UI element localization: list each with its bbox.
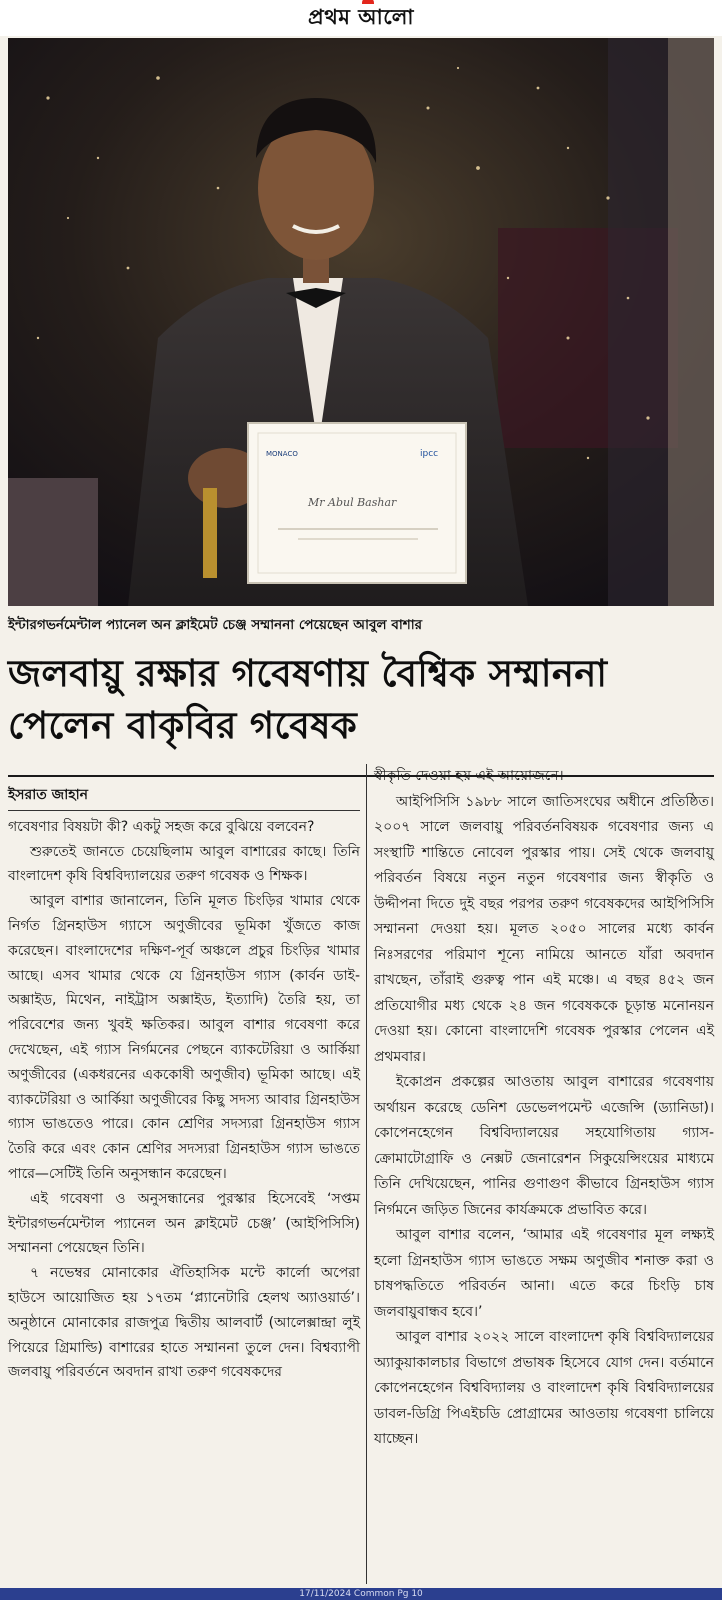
headline-line-2: পেলেন বাকৃবির গবেষক xyxy=(8,704,358,747)
headline-line-1: জলবায়ু রক্ষার গবেষণায় বৈশ্বিক সম্মাননা xyxy=(8,652,608,695)
paragraph: আবুল বাশার ২০২২ সালে বাংলাদেশ কৃষি বিশ্ববিদ্যালয়ের অ্যাকুয়াকালচার বিভাগে প্রভাষক হিসেবে যোগ দেন। বর্তমানে কোপেনহেগেন বিশ্ববিদ্যালয় ও বাংলাদেশ কৃষি বিশ্ববিদ্যালয়ের ডাবল-ডিগ্রি পিএইচডি প্রোগ্রামের আওতায় গবেষণা চালিয়ে যাচ্ছেন। xyxy=(374,1329,714,1447)
sun-icon xyxy=(362,0,374,4)
paragraph: স্বীকৃতি দেওয়া হয় এই আয়োজনে। xyxy=(374,768,564,784)
article-column-right xyxy=(374,764,714,1453)
certificate xyxy=(248,423,466,583)
paragraph: ইকোপ্রন প্রকল্পের আওতায় আবুল বাশারের গবেষণায় অর্থায়ন করেছে ডেনিশ ডেভেলপমেন্ট এজেন্সি (ড্যানিডা)। কোপেনহেগেন বিশ্ববিদ্যালয়ের সহযোগিতায় গ্যাস-ক্রোমাটোগ্রাফি ও নেক্সট জেনারেশন সিকুয়েন্সিংয়ের মাধ্যমে তিনি দেখিয়েছেন, পানির গুণাগুণ কীভাবে গ্রিনহাউস গ্যাস নির্গমনে জড়িত জিনের কার্যক্রমকে প্রভাবিত করে। xyxy=(374,1074,714,1218)
paragraph: গবেষণার বিষয়টা কী? একটু সহজ করে বুঝিয়ে বলবেন? xyxy=(8,818,315,835)
photo-illustration xyxy=(8,38,714,606)
award-photo xyxy=(8,38,714,606)
paragraph: ৭ নভেম্বর মোনাকোর ঐতিহাসিক মন্টে কার্লো অপেরা হাউসে আয়োজিত হয় ১৭তম ‘প্ল্যানেটারি হেলথ অ্যাওয়ার্ড’। অনুষ্ঠানে মোনাকোর রাজপুত্র দ্বিতীয় আলবার্ট (আলেক্সান্দ্রা লুই পিয়েরে গ্রিমাল্ডি) বাশারের হাতে সম্মাননা তুলে দেন। বিশ্বব্যাপী জলবায়ু পরিবর্তনে অবদান রাখা তরুণ গবেষকদের xyxy=(8,1265,360,1381)
paragraph: আবুল বাশার বলেন, ‘আমার এই গবেষণার মূল লক্ষ্যই হলো গ্রিনহাউস গ্যাস ভাঙতে সক্ষম অণুজীব শনাক্ত করা ও চাষপদ্ধতিতে পরিবর্তন আনা। এতে করে চিংড়ি চাষ জলবায়ুবান্ধব হবে।’ xyxy=(374,1227,714,1320)
page-footer: 17/11/2024 Common Pg 10 xyxy=(0,1588,722,1600)
headline xyxy=(8,648,714,752)
paragraph: আবুল বাশার জানালেন, তিনি মূলত চিংড়ির খামার থেকে নির্গত গ্রিনহাউস গ্যাসে অণুজীবের ভূমিকা খুঁজতে কাজ করেছেন। বাংলাদেশের দক্ষিণ-পূর্ব অঞ্চলে প্রচুর চিংড়ির খামার আছে। এসব খামার থেকে যে গ্রিনহাউস গ্যাস (কার্বন ডাই-অক্সাইড, মিথেন, নাইট্রাস অক্সাইড, ইত্যাদি) তৈরি হয়, তা পরিবেশের জন্য খুবই ক্ষতিকর। আবুল বাশার গবেষণা করে দেখেছেন, এই গ্যাস নির্গমনের পেছনে ব্যাকটেরিয়া ও আর্কিয়া অণুজীবের (একধরনের এককোষী অণুজীব) ভূমিকা আছে। এই ব্যাকটেরিয়া ও আর্কিয়া অণুজীবের কিছু সদস্য আবার গ্রিনহাউস গ্যাস ভাঙতেও পারে। কোন শ্রেণির সদস্যরা গ্রিনহাউস গ্যাস তৈরি করে এবং কোন শ্রেণির সদস্যরা গ্রিনহাউস গ্যাস ভাঙতে পারে—সেটিই তিনি অনুসন্ধান করেছেন। xyxy=(8,893,360,1182)
byline: ইসরাত জাহান xyxy=(8,783,360,811)
paragraph: শুরুতেই জানতে চেয়েছিলাম আবুল বাশারের কাছে। তিনি বাংলাদেশ কৃষি বিশ্ববিদ্যালয়ের তরুণ গবেষক ও শিক্ষক। xyxy=(8,843,360,885)
column-divider xyxy=(366,764,367,1584)
masthead xyxy=(0,0,722,36)
newspaper-logo xyxy=(308,1,414,36)
paragraph: আইপিসিসি ১৯৮৮ সালে জাতিসংঘের অধীনে প্রতিষ্ঠিত। ২০০৭ সালে জলবায়ু পরিবর্তনবিষয়ক গবেষণার জন্য এ সংস্থাটি শান্তিতে নোবেল পুরস্কার পায়। সেই থেকে জলবায়ু পরিবর্তন বিষয়ে নতুন নতুন গবেষণার জন্য স্বীকৃতি ও উদ্দীপনা দিতে দুই বছর পরপর তরুণ গবেষকদের আইপিসিসি সম্মাননা দেওয়া হয়। মূলত ২০৫০ সালের মধ্যে কার্বন নিঃসরণের পরিমাণ শূন্যে নামিয়ে আনতে যাঁরা অবদান রাখছেন, তাঁরাই গুরুত্ব পান এই মঞ্চে। এ বছর ৪৫২ জন প্রতিযোগীর মধ্য থেকে ২৪ জন গবেষককে চূড়ান্ত মনোনয়ন দেওয়া হয়। কোনো বাংলাদেশি গবেষক পুরস্কার পেলেন এই প্রথমবার। xyxy=(374,793,714,1065)
article-column-left xyxy=(8,783,360,1385)
side-person-shadow xyxy=(8,478,98,606)
certificate-org-left: MONACO xyxy=(266,450,298,458)
medal-ribbon xyxy=(203,488,217,578)
photo-caption: ইন্টারগভর্নমেন্টাল প্যানেল অন ক্লাইমেট চেঞ্জ সম্মাননা পেয়েছেন আবুল বাশার xyxy=(8,617,423,633)
certificate-org-right: ipcc xyxy=(420,449,439,459)
certificate-recipient: Mr Abul Bashar xyxy=(308,496,397,509)
logo-text: প্রথম আলো xyxy=(308,4,414,29)
paragraph: এই গবেষণা ও অনুসন্ধানের পুরস্কার হিসেবেই ‘সপ্তম ইন্টারগভর্নমেন্টাল প্যানেল অন ক্লাইমেট চেঞ্জ’ (আইপিসিসি) সম্মাননা পেয়েছেন তিনি। xyxy=(8,1190,360,1257)
